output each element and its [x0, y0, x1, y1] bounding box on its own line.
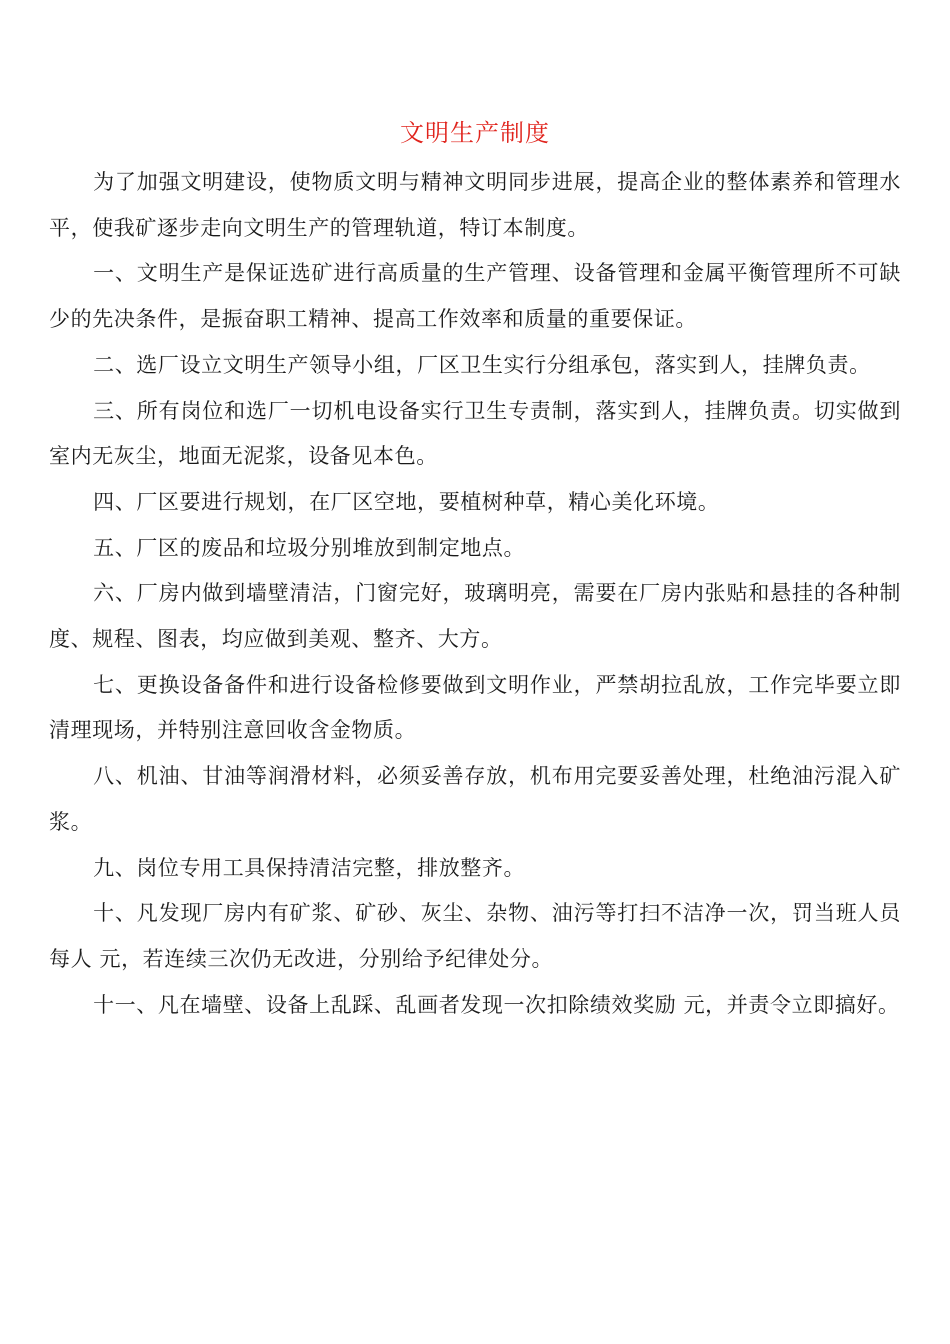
- rule-paragraph-9: 九、岗位专用工具保持清洁完整，排放整齐。: [93, 855, 526, 880]
- rule-paragraph-6: 六、厂房内做到墙壁清洁，门窗完好，玻璃明亮，需要在厂房内张贴和悬挂的各种制度、规程、图表，均应做到美观、整齐、大方。: [49, 581, 901, 652]
- document-body: [49, 160, 901, 1028]
- rule-paragraph-11: 十一、凡在墙壁、设备上乱踩、乱画者发现一次扣除绩效奖励 元，并责令立即搞好。: [93, 992, 900, 1017]
- rule-paragraph-4: 四、厂区要进行规划，在厂区空地，要植树种草，精心美化环境。: [93, 489, 720, 514]
- rule-paragraph-10: 十、凡发现厂房内有矿浆、矿砂、灰尘、杂物、油污等打扫不洁净一次，罚当班人员每人 元，若连续三次仍无改进，分别给予纪律处分。: [49, 901, 901, 971]
- rule-paragraph-7: 七、更换设备备件和进行设备检修要做到文明作业，严禁胡拉乱放，工作完毕要立即清理现场，并特别注意回收含金物质。: [49, 672, 901, 743]
- intro-paragraph: 为了加强文明建设，使物质文明与精神文明同步进展，提高企业的整体素养和管理水平，使我矿逐步走向文明生产的管理轨道，特订本制度。: [49, 170, 901, 240]
- rule-paragraph-2: 二、选厂设立文明生产领导小组，厂区卫生实行分组承包，落实到人，挂牌负责。: [93, 352, 871, 377]
- rule-paragraph-1: 一、文明生产是保证选矿进行高质量的生产管理、设备管理和金属平衡管理所不可缺少的先决条件，是振奋职工精神、提高工作效率和质量的重要保证。: [49, 261, 901, 332]
- page-title: 文明生产制度: [400, 119, 550, 147]
- rule-paragraph-3: 三、所有岗位和选厂一切机电设备实行卫生专责制，落实到人，挂牌负责。切实做到室内无灰尘，地面无泥浆，设备见本色。: [49, 398, 901, 469]
- rule-paragraph-8: 八、机油、甘油等润滑材料，必须妥善存放，机布用完要妥善处理，杜绝油污混入矿浆。: [49, 764, 901, 834]
- rule-paragraph-5: 五、厂区的废品和垃圾分别堆放到制定地点。: [93, 535, 526, 560]
